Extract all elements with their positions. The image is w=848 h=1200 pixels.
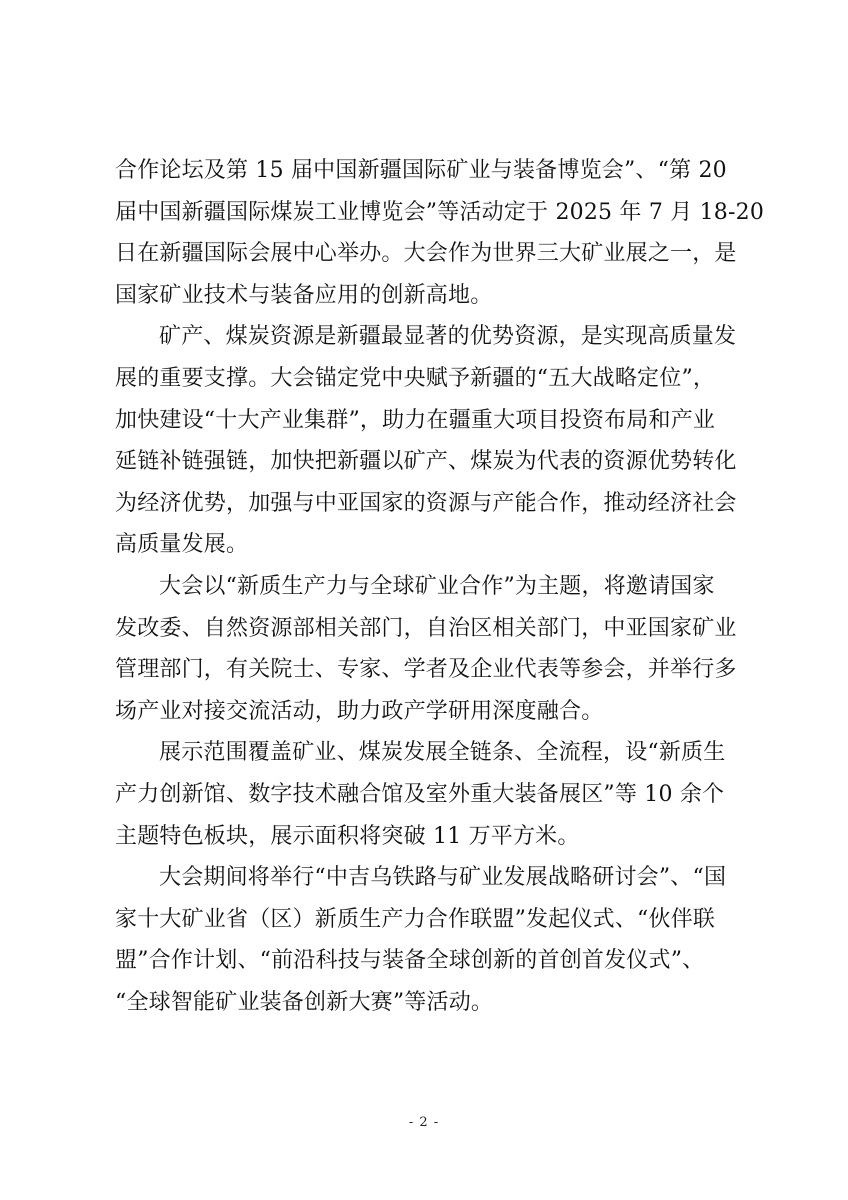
paragraph-line: 展示范围覆盖矿业、煤炭发展全链条、全流程，设“新质生 <box>159 740 726 766</box>
paragraph-line: 产力创新馆、数字技术融合馆及室外重大装备展区”等 10 余个 <box>115 781 725 807</box>
page-number: - 2 - <box>408 1115 440 1130</box>
paragraph-line: 发改委、自然资源部相关部门，自治区相关部门，中亚国家矿业 <box>115 615 737 641</box>
paragraph-5 <box>115 857 743 1023</box>
paragraph-4 <box>115 732 743 857</box>
paragraph-line: “全球智能矿业装备创新大赛”等活动。 <box>115 989 494 1015</box>
paragraph-line: 高质量发展。 <box>115 532 249 558</box>
paragraph-line: 日在新疆国际会展中心举办。大会作为世界三大矿业展之一，是 <box>115 241 737 267</box>
paragraph-line: 届中国新疆国际煤炭工业博览会”等活动定于 2025 年 7 月 18-20 <box>115 199 765 225</box>
paragraph-line: 延链补链强链，加快把新疆以矿产、煤炭为代表的资源优势转化 <box>115 449 737 475</box>
paragraph-line: 加快建设“十大产业集群”，助力在疆重大项目投资布局和产业 <box>115 407 716 433</box>
paragraph-line: 管理部门，有关院士、专家、学者及企业代表等参会，并举行多 <box>115 657 737 683</box>
paragraph-line: 矿产、煤炭资源是新疆最显著的优势资源，是实现高质量发 <box>159 324 737 350</box>
paragraph-line: 盟”合作计划、“前沿科技与装备全球创新的首创首发仪式”、 <box>115 948 705 974</box>
body-text <box>115 150 765 1023</box>
paragraph-line: 为经济优势，加强与中亚国家的资源与产能合作，推动经济社会 <box>115 490 737 516</box>
paragraph-1 <box>115 150 765 316</box>
paragraph-line: 合作论坛及第 15 届中国新疆国际矿业与装备博览会”、“第 20 <box>115 158 727 183</box>
paragraph-line: 国家矿业技术与装备应用的创新高地。 <box>115 282 493 308</box>
paragraph-line: 展的重要支撑。大会锚定党中央赋予新疆的“五大战略定位”， <box>115 365 716 391</box>
paragraph-3 <box>115 566 743 732</box>
paragraph-line: 大会以“新质生产力与全球矿业合作”为主题，将邀请国家 <box>159 573 715 599</box>
paragraph-line: 主题特色板块，展示面积将突破 11 万平方米。 <box>115 823 580 849</box>
paragraph-line: 家十大矿业省（区）新质生产力合作联盟”发起仪式、“伙伴联 <box>115 906 716 932</box>
paragraph-line: 大会期间将举行“中吉乌铁路与矿业发展战略研讨会”、“国 <box>159 865 727 891</box>
paragraph-line: 场产业对接交流活动，助力政产学研用深度融合。 <box>115 698 604 724</box>
paragraph-2 <box>115 316 743 566</box>
